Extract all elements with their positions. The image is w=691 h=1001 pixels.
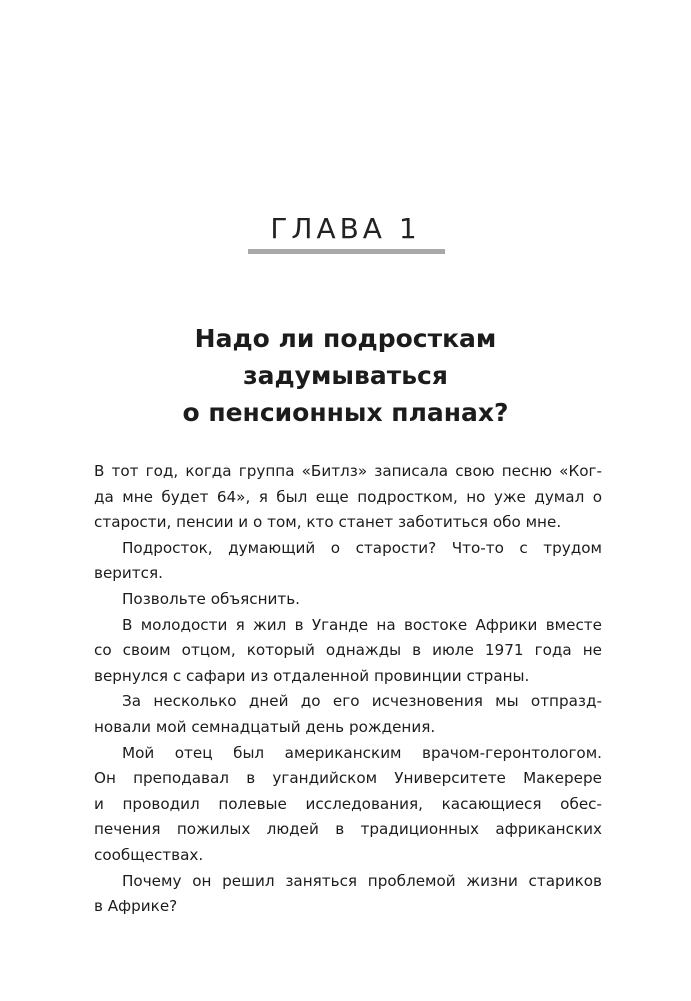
body-line: Почему он решил заняться проблемой жизни стариков (122, 871, 602, 890)
body-line: вернулся с сафари из отдаленной провинции страны. (94, 666, 530, 685)
body-line: новали мой семнадцатый день рождения. (94, 717, 436, 736)
body-text (94, 459, 602, 920)
body-line: Он преподавал в угандийском Университете Макерере (94, 769, 602, 788)
chapter-title-line: о пенсионных планах? (182, 398, 509, 427)
body-line: сообществах. (94, 845, 204, 864)
body-line: В молодости я жил в Уганде на востоке Африки вместе (122, 615, 602, 634)
body-line: Подросток, думающий о старости? Что-то с трудом (122, 538, 602, 557)
chapter-title (0, 320, 691, 431)
body-line: За несколько дней до его исчезновения мы отпразд- (122, 692, 602, 711)
body-line: верится. (94, 564, 163, 583)
chapter-divider (248, 249, 445, 254)
body-line: Мой отец был американским врачом-геронтологом. (122, 743, 602, 762)
body-line: печения пожилых людей в традиционных африканских (94, 820, 602, 839)
chapter-label: ГЛАВА 1 (270, 212, 421, 245)
chapter-title-line: задумываться (243, 361, 448, 390)
body-line: и проводил полевые исследования, касающиеся обес- (94, 794, 602, 813)
body-line: со своим отцом, который однажды в июле 1971 года не (94, 641, 602, 660)
chapter-title-line: Надо ли подросткам (194, 324, 497, 353)
body-line: старости, пенсии и о том, кто станет заботиться обо мне. (94, 513, 562, 532)
body-line: В тот год, когда группа «Битлз» записала свою песню «Ког- (94, 462, 602, 480)
body-line: да мне будет 64», я был еще подростком, но уже думал о (94, 487, 602, 506)
body-line: в Африке? (94, 897, 178, 916)
body-line: Позвольте объяснить. (122, 589, 301, 608)
